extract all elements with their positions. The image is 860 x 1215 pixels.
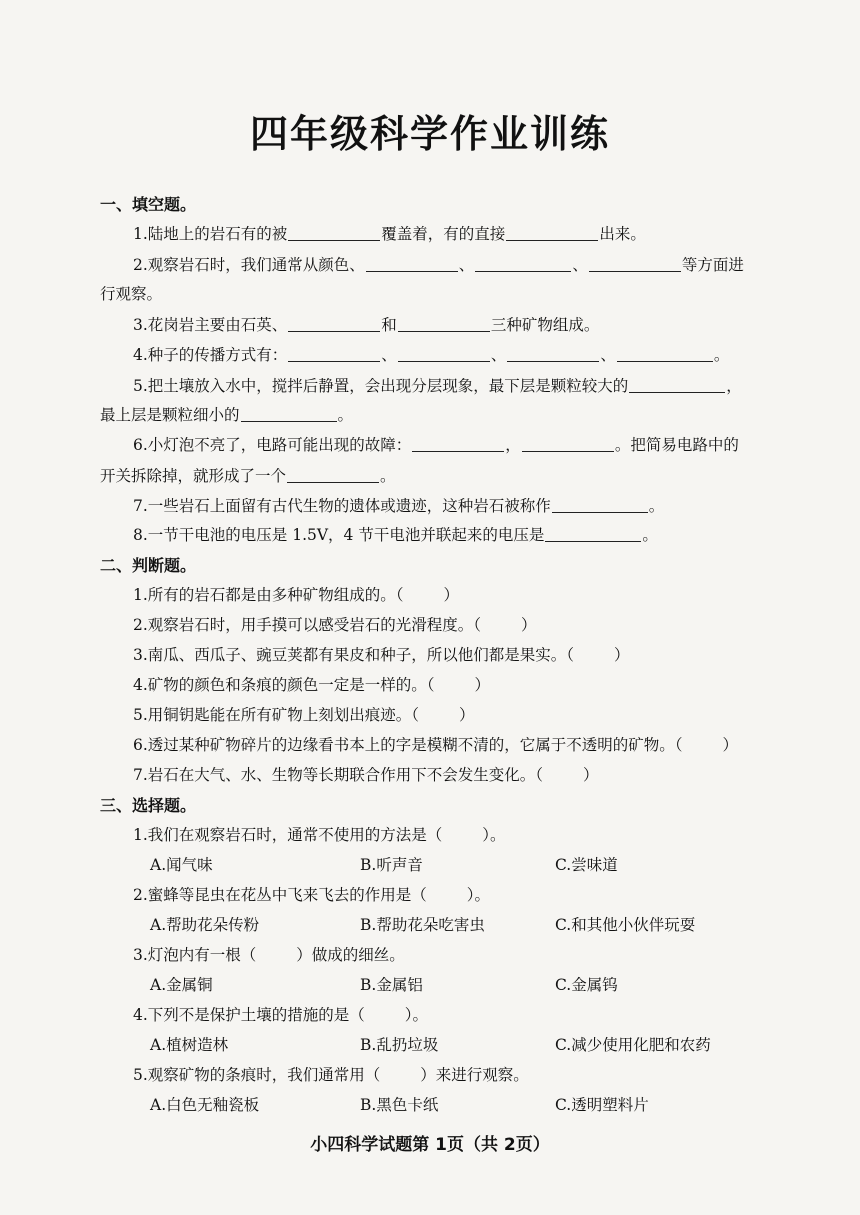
question-text: 5.把土壤放入水中，搅拌后静置，会出现分层现象，最下层是颗粒较大的 [133,377,629,395]
question-text: 2.观察岩石时，用手摸可以感受岩石的光滑程度。（ [133,616,482,634]
question-text: 。 [337,406,354,424]
choice-question-5 [133,1063,529,1085]
choice-question-1 [133,823,506,845]
question-text: 、 [600,346,616,364]
choice-1-option-b[interactable]: B.听声音 [360,856,423,874]
answer-blank[interactable] [288,226,380,241]
question-text: 6.小灯泡不亮了，电路可能出现的故障： [133,436,412,454]
question-text: 7.岩石在大气、水、生物等长期联合作用下不会发生变化。（ [133,766,544,784]
answer-blank[interactable] [287,468,379,483]
choice-2-option-a[interactable]: A.帮助花朵传粉 [150,916,260,934]
question-text: 、 [572,256,588,274]
choice-3-option-b[interactable]: B.金属铝 [360,976,423,994]
choice-question-4 [133,1003,428,1025]
question-text: ） [459,706,475,724]
fill-question-6-cont [100,464,396,486]
fill-question-1 [133,222,646,244]
question-text: ， [726,377,742,395]
question-text: 5.观察矿物的条痕时，我们通常用（ [133,1066,381,1084]
choice-question-2 [133,883,490,905]
choice-3-option-c[interactable]: C.金属钨 [555,976,618,994]
fill-question-8 [133,523,658,545]
question-text: 出来。 [599,225,646,243]
page-title: 四年级科学作业训练 [249,112,610,156]
question-text: ， [505,436,521,454]
question-text: ） [443,586,460,604]
choice-5-option-a[interactable]: A.白色无釉瓷板 [150,1096,260,1114]
answer-blank[interactable] [398,317,490,332]
answer-blank[interactable] [507,347,599,362]
answer-blank[interactable] [241,407,337,422]
question-text: 。把简易电路中的 [614,436,739,454]
section-fill-heading: 一、填空题。 [100,195,197,214]
question-text: 、 [458,256,475,274]
choice-4-option-a[interactable]: A.植树造林 [150,1036,229,1054]
answer-blank[interactable] [398,347,490,362]
choice-4-option-b[interactable]: B.乱扔垃圾 [360,1036,439,1054]
question-text: 1.所有的岩石都是由多种矿物组成的。（ [133,586,404,604]
question-text: 、 [381,346,397,364]
question-text: 。 [380,467,396,485]
fill-question-5-cont [100,403,353,425]
question-text: 覆盖着，有的直接 [381,225,506,243]
choice-1-option-c[interactable]: C.尝味道 [555,856,618,874]
choice-5-option-b[interactable]: B.黑色卡纸 [360,1096,439,1114]
question-text: ）。 [404,1006,429,1024]
question-text: 4.种子的传播方式有： [133,346,288,364]
question-text: 。 [642,526,658,544]
question-text: 最上层是颗粒细小的 [100,406,240,424]
fill-question-4 [133,343,729,365]
choice-question-3 [133,943,405,965]
question-text: 。 [648,497,665,515]
answer-blank[interactable] [589,257,681,272]
answer-blank[interactable] [288,347,380,362]
question-text: 、 [490,346,507,364]
section-choice-heading: 三、选择题。 [100,796,197,815]
fill-question-2-cont: 行观察。 [100,285,163,303]
answer-blank[interactable] [366,257,458,272]
choice-4-option-c[interactable]: C.减少使用化肥和农药 [555,1036,711,1054]
page-footer: 小四科学试题第 1页（共 2页） [310,1135,550,1155]
question-text: ） [614,646,630,664]
choice-2-option-b[interactable]: B.帮助花朵吃害虫 [360,916,485,934]
answer-blank[interactable] [522,437,614,452]
answer-blank[interactable] [545,527,641,542]
question-text: 3.花岗岩主要由石英、 [133,316,288,334]
judge-question-5 [133,703,475,725]
question-text: 4.矿物的颜色和条痕的颜色一定是一样的。（ [133,676,435,694]
judge-question-6 [133,733,738,755]
fill-question-5 [133,374,742,396]
judge-question-2 [133,613,537,635]
question-text: 1.陆地上的岩石有的被 [133,225,288,243]
choice-3-option-a[interactable]: A.金属铜 [150,976,213,994]
question-text: 5.用铜钥匙能在所有矿物上刻划出痕迹。（ [133,706,420,724]
judge-question-7 [133,763,599,785]
question-text: ） [583,766,599,784]
choice-1-option-a[interactable]: A.闻气味 [150,856,213,874]
question-text: ）做成的细丝。 [296,946,405,964]
judge-question-4 [133,673,490,695]
answer-blank[interactable] [475,257,571,272]
question-text: ）。 [482,826,506,844]
question-text: ） [474,676,491,694]
section-judge-heading: 二、判断题。 [100,556,197,575]
question-text: 三种矿物组成。 [490,316,600,334]
question-text: 2.观察岩石时，我们通常从颜色、 [133,256,365,274]
question-text: ） [521,616,537,634]
answer-blank[interactable] [629,378,725,393]
question-text: 3.南瓜、西瓜子、豌豆荚都有果皮和种子，所以他们都是果实。（ [133,646,575,664]
question-text: 4.下列不是保护土壤的措施的是（ [133,1006,365,1024]
choice-5-option-c[interactable]: C.透明塑料片 [555,1096,649,1114]
question-text: 7.一些岩石上面留有古代生物的遗体或遗迹，这种岩石被称作 [133,497,551,515]
question-text: 8.一节干电池的电压是 1.5V，4 节干电池并联起来的电压是 [133,526,545,544]
answer-blank[interactable] [412,437,504,452]
answer-blank[interactable] [288,317,380,332]
judge-question-1 [133,583,459,605]
question-text: ）。 [466,886,491,904]
question-text: 3.灯泡内有一根（ [133,946,257,964]
question-text: 开关拆除掉，就形成了一个 [100,467,287,485]
question-text: ） [722,736,739,754]
answer-blank[interactable] [552,498,648,513]
answer-blank[interactable] [617,347,713,362]
question-text: 6.透过某种矿物碎片的边缘看书本上的字是模糊不清的，它属于不透明的矿物。（ [133,736,683,754]
fill-question-3 [133,313,599,335]
answer-blank[interactable] [506,226,598,241]
question-text: 1.我们在观察岩石时，通常不使用的方法是（ [133,826,443,844]
judge-question-3 [133,643,630,665]
question-text: 和 [381,316,397,334]
fill-question-7 [133,494,664,516]
choice-2-option-c[interactable]: C.和其他小伙伴玩耍 [555,916,696,934]
fill-question-2 [133,253,744,275]
question-text: ）来进行观察。 [420,1066,529,1084]
question-text: 2.蜜蜂等昆虫在花丛中飞来飞去的作用是（ [133,886,427,904]
question-text: 。 [713,346,730,364]
fill-question-6 [133,433,739,455]
question-text: 等方面进 [681,256,744,274]
